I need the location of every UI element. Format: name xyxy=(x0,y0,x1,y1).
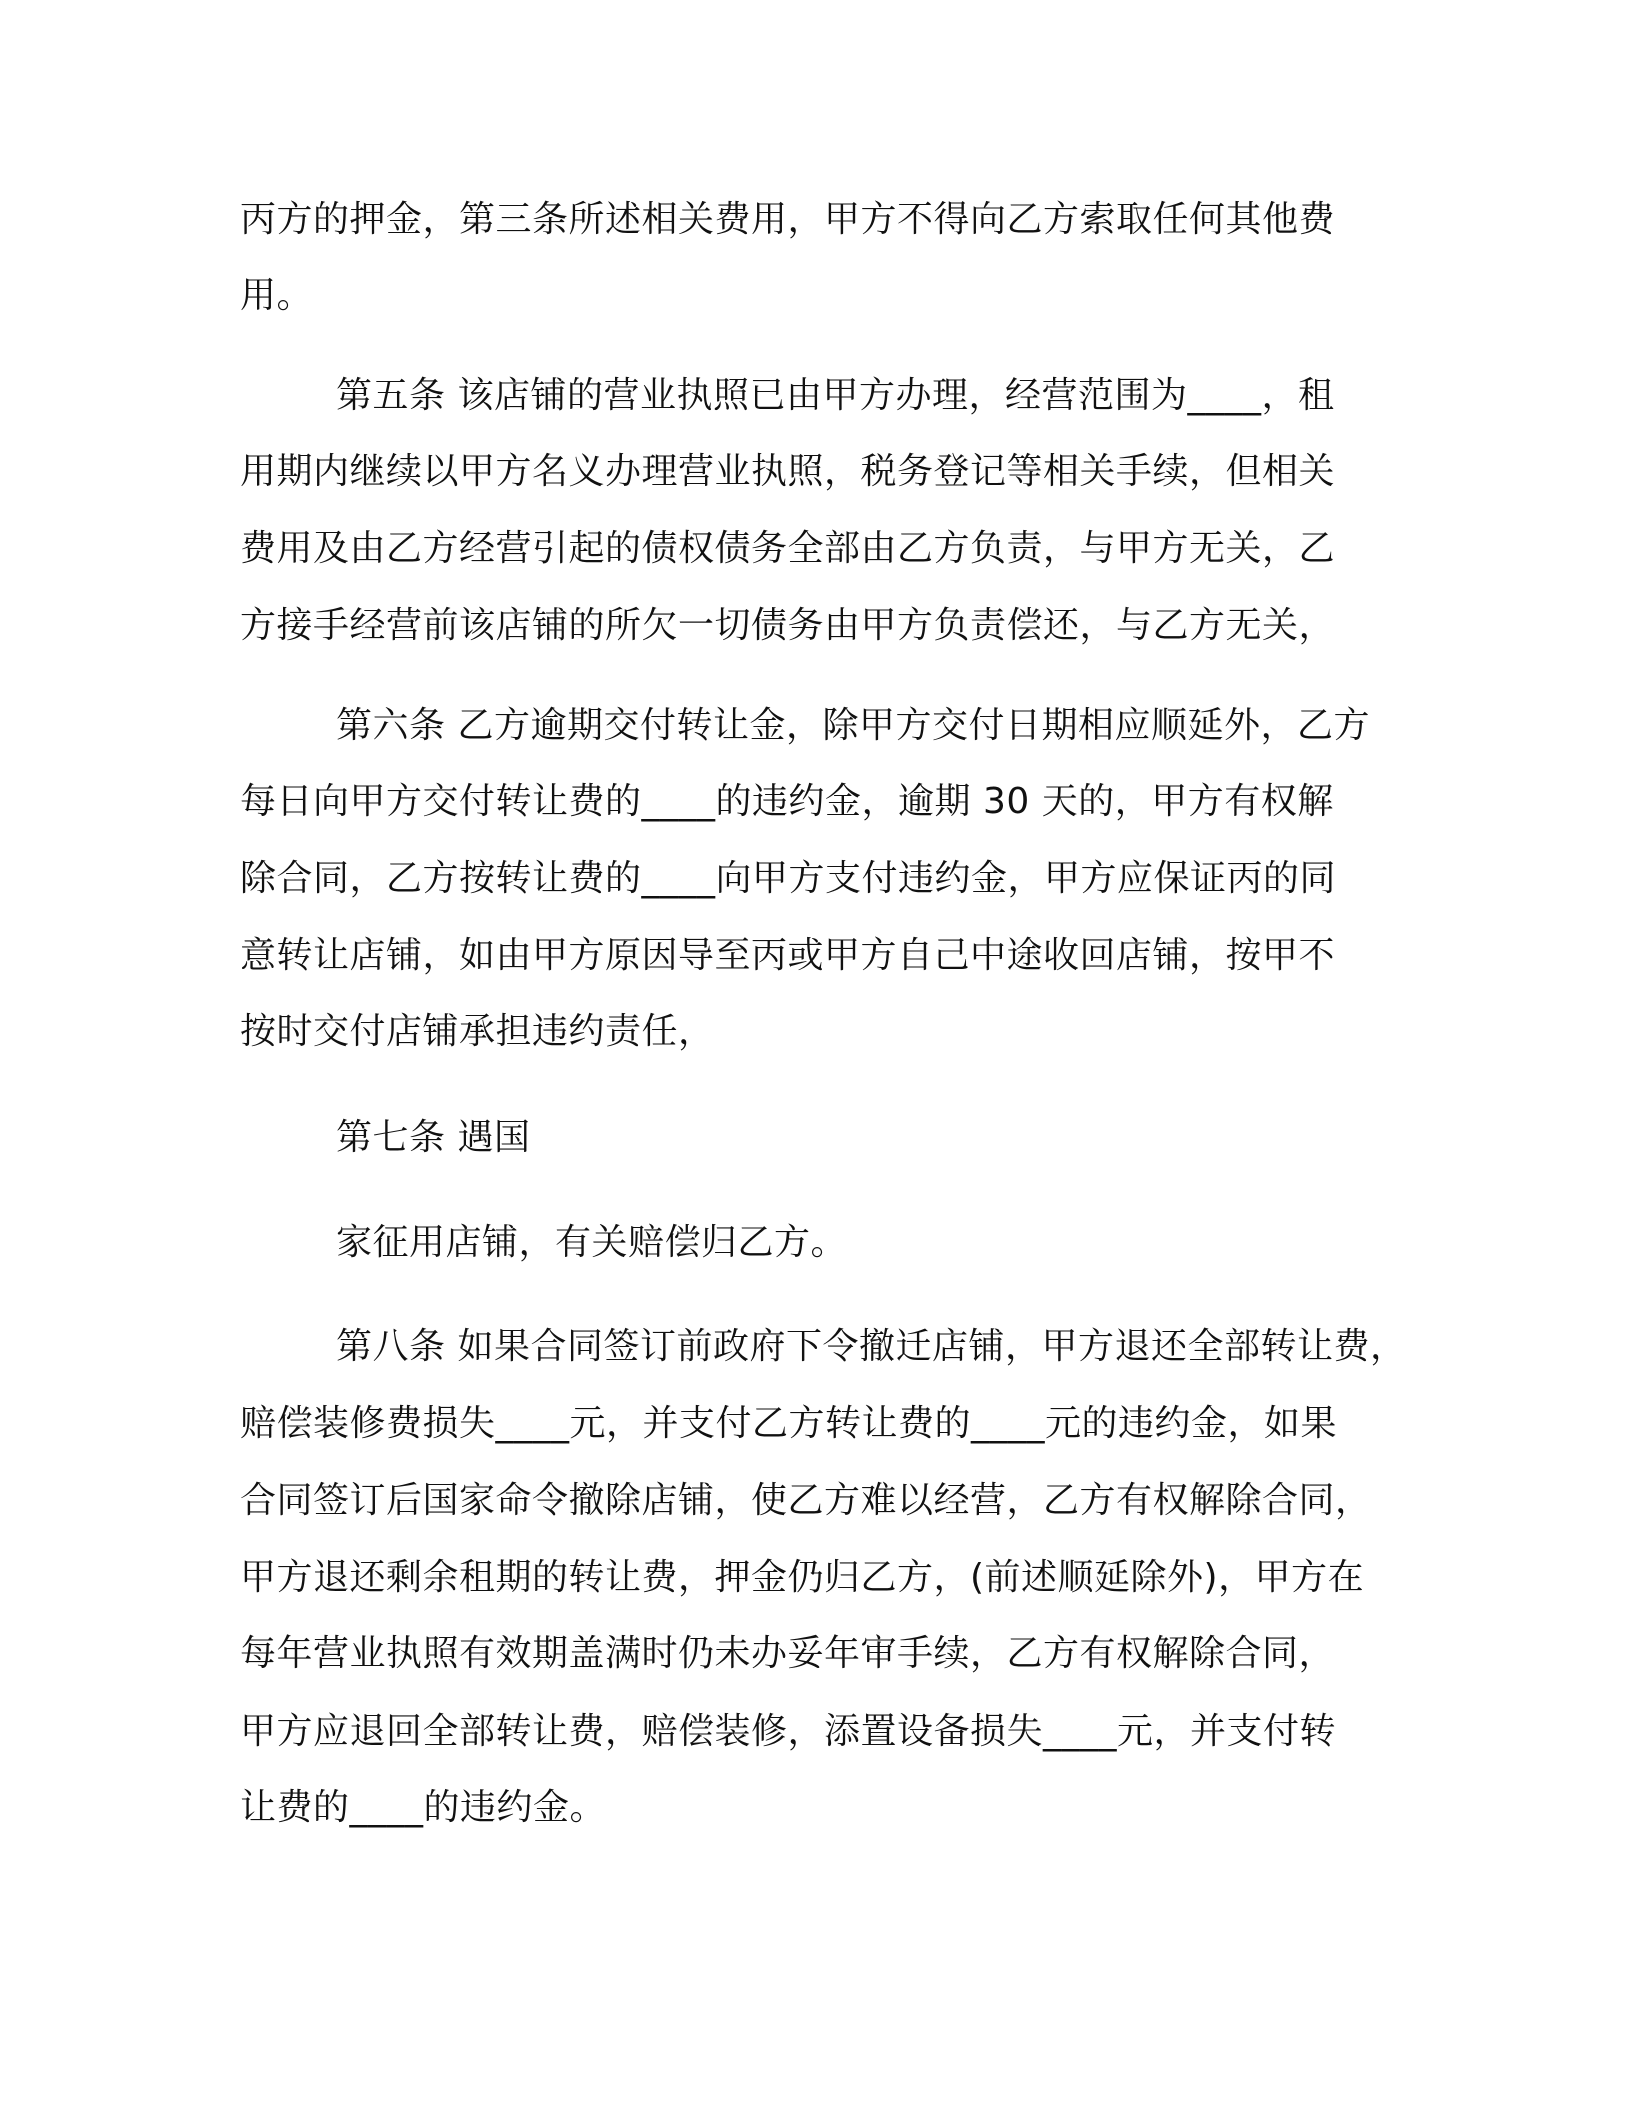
article-7-heading-line: 第七条 遇国 xyxy=(336,1117,531,1158)
text-line: 甲方应退回全部转让费，赔偿装修，添置设备损失____元，并支付转 xyxy=(240,1711,1337,1752)
article-6-heading-line: 第六条 乙方逾期交付转让金，除甲方交付日期相应顺延外，乙方 xyxy=(336,705,1370,746)
text-line: 费用及由乙方经营引起的债权债务全部由乙方负责，与甲方无关，乙 xyxy=(240,528,1336,569)
article-8-heading-line: 第八条 如果合同签订前政府下令撤迁店铺，甲方退还全部转让费， xyxy=(336,1326,1407,1367)
text-line: 赔偿装修费损失____元，并支付乙方转让费的____元的违约金，如果 xyxy=(240,1403,1338,1444)
text-line: 家征用店铺，有关赔偿归乙方。 xyxy=(336,1222,848,1263)
text-line: 丙方的押金，第三条所述相关费用，甲方不得向乙方索取任何其他费 xyxy=(240,199,1336,240)
article-5-heading-line: 第五条 该店铺的营业执照已由甲方办理，经营范围为____，租 xyxy=(336,375,1335,416)
text-line: 每日向甲方交付转让费的____的违约金，逾期 30 天的，甲方有权解 xyxy=(240,781,1334,822)
text-line: 除合同，乙方按转让费的____向甲方支付违约金，甲方应保证丙的同 xyxy=(240,858,1337,899)
text-line: 用期内继续以甲方名义办理营业执照，税务登记等相关手续，但相关 xyxy=(240,451,1336,492)
text-line: 方接手经营前该店铺的所欠一切债务由甲方负责偿还，与乙方无关， xyxy=(240,605,1336,646)
text-line: 意转让店铺，如由甲方原因导至丙或甲方自己中途收回店铺，按甲不 xyxy=(240,935,1336,976)
text-line: 合同签订后国家命令撤除店铺，使乙方难以经营，乙方有权解除合同， xyxy=(240,1480,1372,1521)
text-line: 按时交付店铺承担违约责任， xyxy=(240,1011,715,1052)
text-line: 甲方退还剩余租期的转让费，押金仍归乙方，(前述顺延除外)，甲方在 xyxy=(240,1557,1365,1598)
text-line: 让费的____的违约金。 xyxy=(240,1787,607,1828)
text-line: 用。 xyxy=(240,275,314,316)
text-line: 每年营业执照有效期盖满时仍未办妥年审手续，乙方有权解除合同， xyxy=(240,1633,1336,1674)
